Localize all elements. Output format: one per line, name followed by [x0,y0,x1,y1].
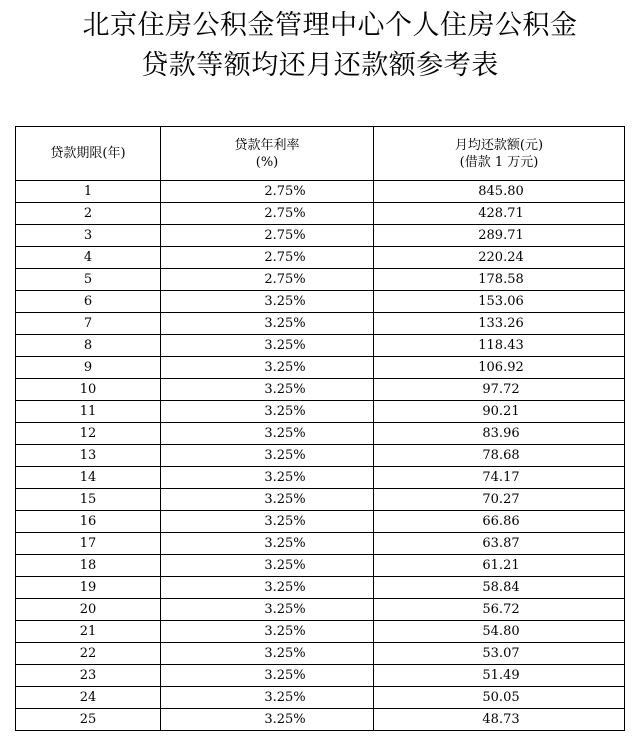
cell-monthly-payment: 153.06 [374,291,625,313]
table-row [16,709,625,731]
cell-monthly-payment: 51.49 [374,665,625,687]
header-loan-term [16,127,161,181]
cell-annual-rate: 3.25% [161,335,374,357]
cell-annual-rate: 3.25% [161,291,374,313]
cell-monthly-payment: 178.58 [374,269,625,291]
header-monthly-payment-label: 月均还款额(元) [454,137,544,153]
cell-monthly-payment: 54.80 [374,621,625,643]
cell-annual-rate: 3.25% [161,511,374,533]
cell-loan-term: 8 [16,335,161,357]
cell-loan-term: 6 [16,291,161,313]
cell-loan-term: 17 [16,533,161,555]
cell-loan-term: 16 [16,511,161,533]
cell-loan-term: 22 [16,643,161,665]
cell-annual-rate: 2.75% [161,181,374,203]
table-row [16,621,625,643]
table-body [16,181,625,731]
cell-annual-rate: 3.25% [161,687,374,709]
table-row [16,687,625,709]
cell-loan-term: 20 [16,599,161,621]
cell-annual-rate: 3.25% [161,599,374,621]
cell-monthly-payment: 845.80 [374,181,625,203]
table-row [16,357,625,379]
table-row [16,533,625,555]
cell-monthly-payment: 118.43 [374,335,625,357]
cell-monthly-payment: 74.17 [374,467,625,489]
cell-loan-term: 5 [16,269,161,291]
cell-annual-rate: 2.75% [161,269,374,291]
table-row [16,555,625,577]
cell-annual-rate: 3.25% [161,423,374,445]
cell-monthly-payment: 63.87 [374,533,625,555]
table-row [16,489,625,511]
table-row [16,225,625,247]
cell-monthly-payment: 61.21 [374,555,625,577]
cell-loan-term: 15 [16,489,161,511]
cell-loan-term: 24 [16,687,161,709]
cell-loan-term: 12 [16,423,161,445]
cell-annual-rate: 3.25% [161,577,374,599]
cell-annual-rate: 3.25% [161,445,374,467]
cell-monthly-payment: 78.68 [374,445,625,467]
cell-annual-rate: 2.75% [161,203,374,225]
header-annual-rate-label: 贷款年利率 [234,137,300,153]
cell-monthly-payment: 48.73 [374,709,625,731]
header-monthly-payment-basis: (借款 1 万元) [459,154,539,170]
cell-loan-term: 3 [16,225,161,247]
cell-annual-rate: 3.25% [161,555,374,577]
cell-loan-term: 7 [16,313,161,335]
cell-annual-rate: 2.75% [161,225,374,247]
cell-monthly-payment: 289.71 [374,225,625,247]
cell-monthly-payment: 70.27 [374,489,625,511]
table-row [16,511,625,533]
header-annual-rate [161,127,374,181]
cell-loan-term: 11 [16,401,161,423]
cell-monthly-payment: 58.84 [374,577,625,599]
table-header-row [16,127,625,181]
table-row [16,577,625,599]
table-row [16,247,625,269]
cell-monthly-payment: 83.96 [374,423,625,445]
document-title-line2: 贷款等额均还月还款额参考表 [141,50,499,81]
cell-loan-term: 21 [16,621,161,643]
table-row [16,335,625,357]
cell-annual-rate: 3.25% [161,401,374,423]
table-row [16,467,625,489]
table-row [16,599,625,621]
cell-annual-rate: 2.75% [161,247,374,269]
cell-monthly-payment: 50.05 [374,687,625,709]
table-row [16,203,625,225]
table-row [16,423,625,445]
table-row [16,643,625,665]
cell-annual-rate: 3.25% [161,467,374,489]
header-loan-term-label: 贷款期限(年) [50,146,126,161]
table-row [16,181,625,203]
cell-annual-rate: 3.25% [161,665,374,687]
cell-loan-term: 9 [16,357,161,379]
table-row [16,291,625,313]
table-row [16,445,625,467]
cell-monthly-payment: 53.07 [374,643,625,665]
cell-annual-rate: 3.25% [161,643,374,665]
cell-loan-term: 18 [16,555,161,577]
cell-annual-rate: 3.25% [161,489,374,511]
header-annual-rate-unit: (%) [255,154,279,170]
document-title-line1: 北京住房公积金管理中心个人住房公积金 [82,10,578,41]
cell-loan-term: 13 [16,445,161,467]
cell-annual-rate: 3.25% [161,621,374,643]
cell-monthly-payment: 428.71 [374,203,625,225]
cell-annual-rate: 3.25% [161,533,374,555]
table-row [16,269,625,291]
cell-monthly-payment: 90.21 [374,401,625,423]
cell-monthly-payment: 106.92 [374,357,625,379]
repayment-reference-table [15,126,625,731]
cell-monthly-payment: 66.86 [374,511,625,533]
table-row [16,379,625,401]
cell-annual-rate: 3.25% [161,709,374,731]
cell-loan-term: 19 [16,577,161,599]
cell-monthly-payment: 133.26 [374,313,625,335]
cell-loan-term: 25 [16,709,161,731]
cell-annual-rate: 3.25% [161,313,374,335]
table-row [16,401,625,423]
cell-loan-term: 10 [16,379,161,401]
cell-monthly-payment: 97.72 [374,379,625,401]
cell-loan-term: 1 [16,181,161,203]
cell-annual-rate: 3.25% [161,379,374,401]
cell-monthly-payment: 56.72 [374,599,625,621]
cell-loan-term: 2 [16,203,161,225]
cell-loan-term: 23 [16,665,161,687]
cell-monthly-payment: 220.24 [374,247,625,269]
cell-loan-term: 4 [16,247,161,269]
table-row [16,665,625,687]
cell-annual-rate: 3.25% [161,357,374,379]
header-monthly-payment [374,127,625,181]
cell-loan-term: 14 [16,467,161,489]
table-row [16,313,625,335]
